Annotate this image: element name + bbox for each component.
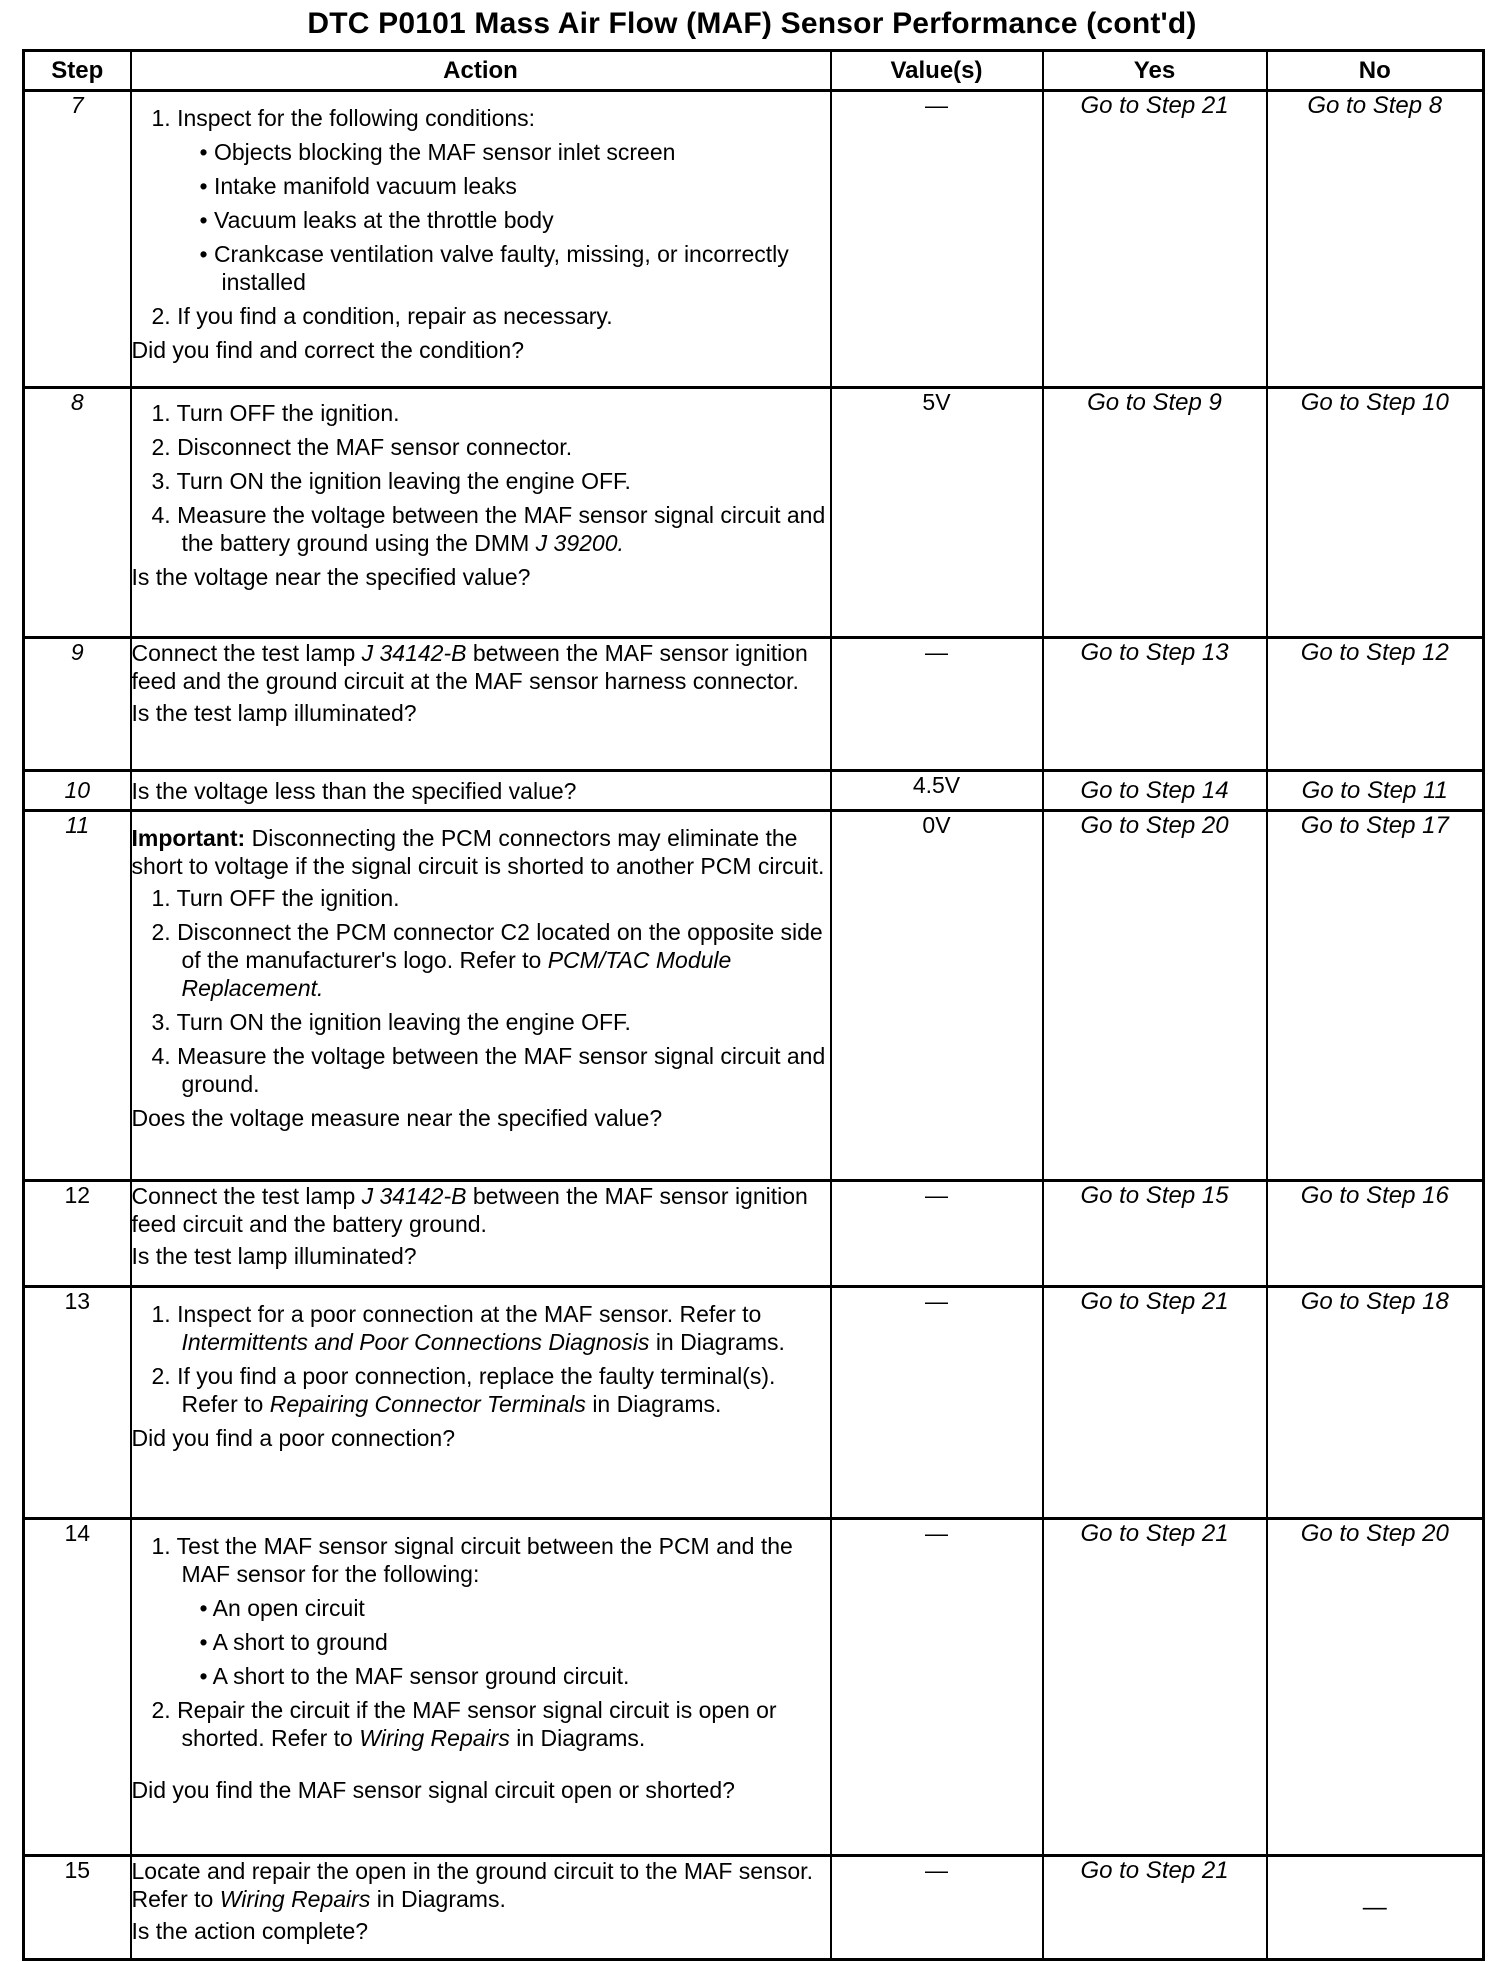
action-bullet: • Crankcase ventilation valve faulty, missing, or incorrectly installed	[199, 241, 789, 295]
table-row	[24, 1287, 1484, 1519]
action-bullet: • Intake manifold vacuum leaks	[199, 173, 517, 199]
header-no: No	[1267, 51, 1484, 91]
action-line-text: 1. Inspect for a poor connection at the MAF sensor. Refer to	[151, 1301, 762, 1327]
action-text: Locate and repair the open in the ground circuit to the MAF sensor. Refer to	[131, 1858, 813, 1912]
no-cell: Go to Step 18	[1267, 1287, 1484, 1519]
doc-reference: Repairing Connector Terminals	[269, 1391, 586, 1417]
value-cell: —	[831, 1519, 1043, 1856]
action-cell	[131, 388, 831, 638]
value-cell: —	[831, 1856, 1043, 1960]
header-yes: Yes	[1043, 51, 1267, 91]
action-text: between the MAF sensor ignition feed and the ground circuit at the MAF sensor harness connector.	[131, 640, 808, 694]
action-cell	[131, 1287, 831, 1519]
value-cell: —	[831, 638, 1043, 771]
yes-cell: Go to Step 14	[1043, 771, 1267, 811]
no-cell: Go to Step 10	[1267, 388, 1484, 638]
action-line-tail: in Diagrams.	[655, 1329, 785, 1355]
value-cell: 4.5V	[831, 771, 1043, 811]
no-cell: Go to Step 20	[1267, 1519, 1484, 1856]
value-cell: 5V	[831, 388, 1043, 638]
value-cell: —	[831, 1181, 1043, 1287]
no-cell: —	[1267, 1856, 1484, 1960]
table-row	[24, 771, 1484, 811]
table-row	[24, 1519, 1484, 1856]
action-line: 1. Turn OFF the ignition.	[151, 885, 400, 911]
yes-cell: Go to Step 21	[1043, 91, 1267, 388]
action-line-text: 2. If you find a poor connection, replace the faulty terminal(s). Refer to	[151, 1363, 776, 1417]
action-question: Is the test lamp illuminated?	[131, 700, 417, 726]
action-paragraph	[132, 1182, 830, 1238]
value-cell: —	[831, 91, 1043, 388]
no-cell: Go to Step 12	[1267, 638, 1484, 771]
yes-cell: Go to Step 9	[1043, 388, 1267, 638]
doc-reference: Intermittents and Poor Connections Diagnosis	[181, 1329, 650, 1355]
action-text: Connect the test lamp	[131, 640, 356, 666]
value-cell: —	[831, 1287, 1043, 1519]
important-label: Important:	[131, 825, 246, 851]
action-bullet: • A short to ground	[199, 1629, 388, 1655]
action-paragraph	[132, 639, 830, 695]
action-text: between the MAF sensor ignition feed circuit and the battery ground.	[131, 1183, 808, 1237]
no-cell: Go to Step 17	[1267, 811, 1484, 1181]
action-line	[132, 1300, 830, 1356]
step-number: 10	[24, 771, 131, 811]
no-cell: Go to Step 11	[1267, 771, 1484, 811]
action-line: 2. Disconnect the MAF sensor connector.	[151, 434, 573, 460]
yes-cell: Go to Step 21	[1043, 1519, 1267, 1856]
action-bullet: • Vacuum leaks at the throttle body	[199, 207, 554, 233]
tool-reference: J 39200.	[535, 530, 624, 556]
action-cell	[131, 1181, 831, 1287]
step-number: 11	[24, 811, 131, 1181]
yes-cell: Go to Step 15	[1043, 1181, 1267, 1287]
step-number: 9	[24, 638, 131, 771]
value-cell: 0V	[831, 811, 1043, 1181]
action-text: Connect the test lamp	[131, 1183, 356, 1209]
action-line: 1. Inspect for the following conditions:	[151, 105, 536, 131]
action-line-text: 2. Disconnect the PCM connector C2 located on the opposite side of the manufacturer's logo. Refer to	[151, 919, 823, 973]
action-question: Did you find a poor connection?	[131, 1425, 455, 1451]
page-title: DTC P0101 Mass Air Flow (MAF) Sensor Performance (cont'd)	[307, 7, 1197, 40]
action-line: 1. Test the MAF sensor signal circuit between the PCM and the MAF sensor for the following:	[151, 1533, 793, 1587]
header-values: Value(s)	[831, 51, 1043, 91]
action-line: 2. If you find a condition, repair as necessary.	[151, 303, 613, 329]
no-cell: Go to Step 8	[1267, 91, 1484, 388]
action-bullet: • A short to the MAF sensor ground circuit.	[199, 1663, 630, 1689]
step-number: 7	[24, 91, 131, 388]
doc-reference: Wiring Repairs	[219, 1886, 371, 1912]
action-bullet: • Objects blocking the MAF sensor inlet screen	[199, 139, 676, 165]
table-row	[24, 811, 1484, 1181]
doc-reference: Wiring Repairs	[359, 1725, 510, 1751]
header-row	[24, 51, 1484, 91]
table-row	[24, 1856, 1484, 1960]
action-line-text: 2. Repair the circuit if the MAF sensor signal circuit is open or shorted. Refer to	[151, 1697, 777, 1751]
action-paragraph	[132, 1857, 830, 1913]
action-cell	[131, 638, 831, 771]
important-note	[132, 824, 830, 880]
step-number: 8	[24, 388, 131, 638]
action-question: Does the voltage measure near the specified value?	[131, 1105, 663, 1131]
diagnostic-table	[22, 49, 1485, 1961]
action-bullet: • An open circuit	[199, 1595, 365, 1621]
action-question: Is the action complete?	[131, 1918, 369, 1944]
action-cell	[131, 91, 831, 388]
action-text: in Diagrams.	[376, 1886, 506, 1912]
step-number: 14	[24, 1519, 131, 1856]
table-row	[24, 91, 1484, 388]
no-cell: Go to Step 16	[1267, 1181, 1484, 1287]
table-row	[24, 388, 1484, 638]
action-line	[132, 501, 830, 557]
action-question: Is the voltage less than the specified value?	[131, 771, 831, 811]
header-action: Action	[131, 51, 831, 91]
action-cell	[131, 811, 831, 1181]
action-line	[132, 1362, 830, 1418]
action-line	[132, 918, 830, 1002]
action-question: Is the voltage near the specified value?	[131, 564, 531, 590]
tool-reference: J 34142-B	[361, 1183, 467, 1209]
action-question: Did you find and correct the condition?	[131, 337, 525, 363]
action-line: 3. Turn ON the ignition leaving the engine OFF.	[151, 1009, 631, 1035]
table-row	[24, 638, 1484, 771]
tool-reference: J 34142-B	[361, 640, 467, 666]
yes-cell: Go to Step 13	[1043, 638, 1267, 771]
action-question: Did you find the MAF sensor signal circuit open or shorted?	[131, 1777, 735, 1803]
yes-cell: Go to Step 21	[1043, 1856, 1267, 1960]
header-step: Step	[24, 51, 131, 91]
yes-cell: Go to Step 21	[1043, 1287, 1267, 1519]
action-line-tail: in Diagrams.	[592, 1391, 722, 1417]
doc-reference: PCM/TAC Module Replacement.	[181, 947, 732, 1001]
action-cell	[131, 1856, 831, 1960]
table-row	[24, 1181, 1484, 1287]
action-line-text: 4. Measure the voltage between the MAF sensor signal circuit and the battery ground using the DMM	[151, 502, 826, 556]
step-number: 13	[24, 1287, 131, 1519]
action-line: 3. Turn ON the ignition leaving the engine OFF.	[151, 468, 631, 494]
step-number: 15	[24, 1856, 131, 1960]
step-number: 12	[24, 1181, 131, 1287]
action-line: 4. Measure the voltage between the MAF sensor signal circuit and ground.	[151, 1043, 826, 1097]
important-text: Disconnecting the PCM connectors may eliminate the short to voltage if the signal circuit is shorted to another PCM circuit.	[131, 825, 825, 879]
yes-cell: Go to Step 20	[1043, 811, 1267, 1181]
action-line	[132, 1696, 830, 1752]
action-cell	[131, 1519, 831, 1856]
action-line-tail: in Diagrams.	[516, 1725, 646, 1751]
action-question: Is the test lamp illuminated?	[131, 1243, 417, 1269]
action-line: 1. Turn OFF the ignition.	[151, 400, 400, 426]
